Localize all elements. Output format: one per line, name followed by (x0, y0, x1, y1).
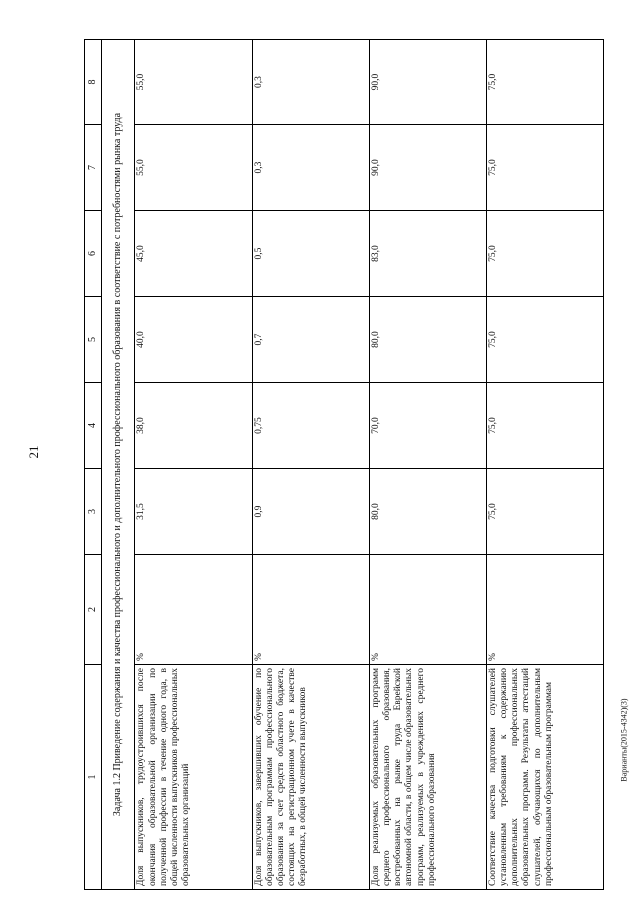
value-cell: 80,0 (369, 469, 486, 555)
value-cell: 40,0 (135, 297, 252, 383)
task-title: Задача 1.2 Приведение содержания и качества профессионального и дополнительного профессионального образования в соответствие с потребностями рынка труда (102, 40, 135, 890)
rotated-table-area (84, 40, 604, 890)
page-number: 21 (26, 445, 41, 459)
value-cell: 0,3 (252, 125, 369, 211)
indicator-name: Доля выпускников, завершивших обучение по образовательным программам профессионального образования за счет средств областного бюджета, состоящих на регистрационном учете в качестве безработных, в общей численности выпускников (252, 665, 369, 890)
value-cell: 83,0 (369, 211, 486, 297)
value-cell: 55,0 (135, 40, 252, 125)
value-cell: 75,0 (486, 125, 603, 211)
column-number: 5 (85, 297, 102, 383)
column-number: 7 (85, 125, 102, 211)
value-cell: 0,3 (252, 40, 369, 125)
unit-cell: % (369, 555, 486, 665)
unit-cell: % (252, 555, 369, 665)
column-number: 1 (85, 665, 102, 890)
value-cell: 75,0 (486, 211, 603, 297)
value-cell: 55,0 (135, 125, 252, 211)
task-heading-row (102, 40, 135, 890)
unit-cell: % (135, 555, 252, 665)
value-cell: 75,0 (486, 297, 603, 383)
value-cell: 0,7 (252, 297, 369, 383)
column-number: 6 (85, 211, 102, 297)
document-code: Варианты(2015-4342)(3) (619, 698, 629, 782)
indicator-name: Соответствие качества подготовки слушателей установленным требованиям к содержанию дополнительных профессиональных образовательных программ. Результаты аттестаций слушателей, обучающихся по дополнительным профессиональным образовательным программам (486, 665, 603, 890)
column-number: 8 (85, 40, 102, 125)
value-cell: 75,0 (486, 40, 603, 125)
column-number: 2 (85, 555, 102, 665)
table-row (135, 40, 252, 890)
table-row (369, 40, 486, 890)
column-number: 3 (85, 469, 102, 555)
value-cell: 38,0 (135, 383, 252, 469)
column-number: 4 (85, 383, 102, 469)
value-cell: 0,5 (252, 211, 369, 297)
indicator-name: Доля реализуемых образовательных программ среднего профессионального образования, востребованных на рынке труда Еврейской автономной области, в общем числе образовательных программ, реализуемых в учреждениях среднего профессионального образования (369, 665, 486, 890)
table-container (84, 40, 604, 890)
indicator-name: Доля выпускников, трудоустроившихся после окончания образовательной организации по полученной профессии в течение одного года, в общей численности выпускников профессиональных образовательных организаций (135, 665, 252, 890)
column-number-row (85, 40, 102, 890)
table-row (486, 40, 603, 890)
value-cell: 75,0 (486, 469, 603, 555)
table-row (252, 40, 369, 890)
value-cell: 0,75 (252, 383, 369, 469)
value-cell: 45,0 (135, 211, 252, 297)
value-cell: 70,0 (369, 383, 486, 469)
value-cell: 0,9 (252, 469, 369, 555)
unit-cell: % (486, 555, 603, 665)
value-cell: 75,0 (486, 383, 603, 469)
value-cell: 31,5 (135, 469, 252, 555)
value-cell: 90,0 (369, 40, 486, 125)
value-cell: 80,0 (369, 297, 486, 383)
indicators-table (84, 39, 604, 890)
value-cell: 90,0 (369, 125, 486, 211)
